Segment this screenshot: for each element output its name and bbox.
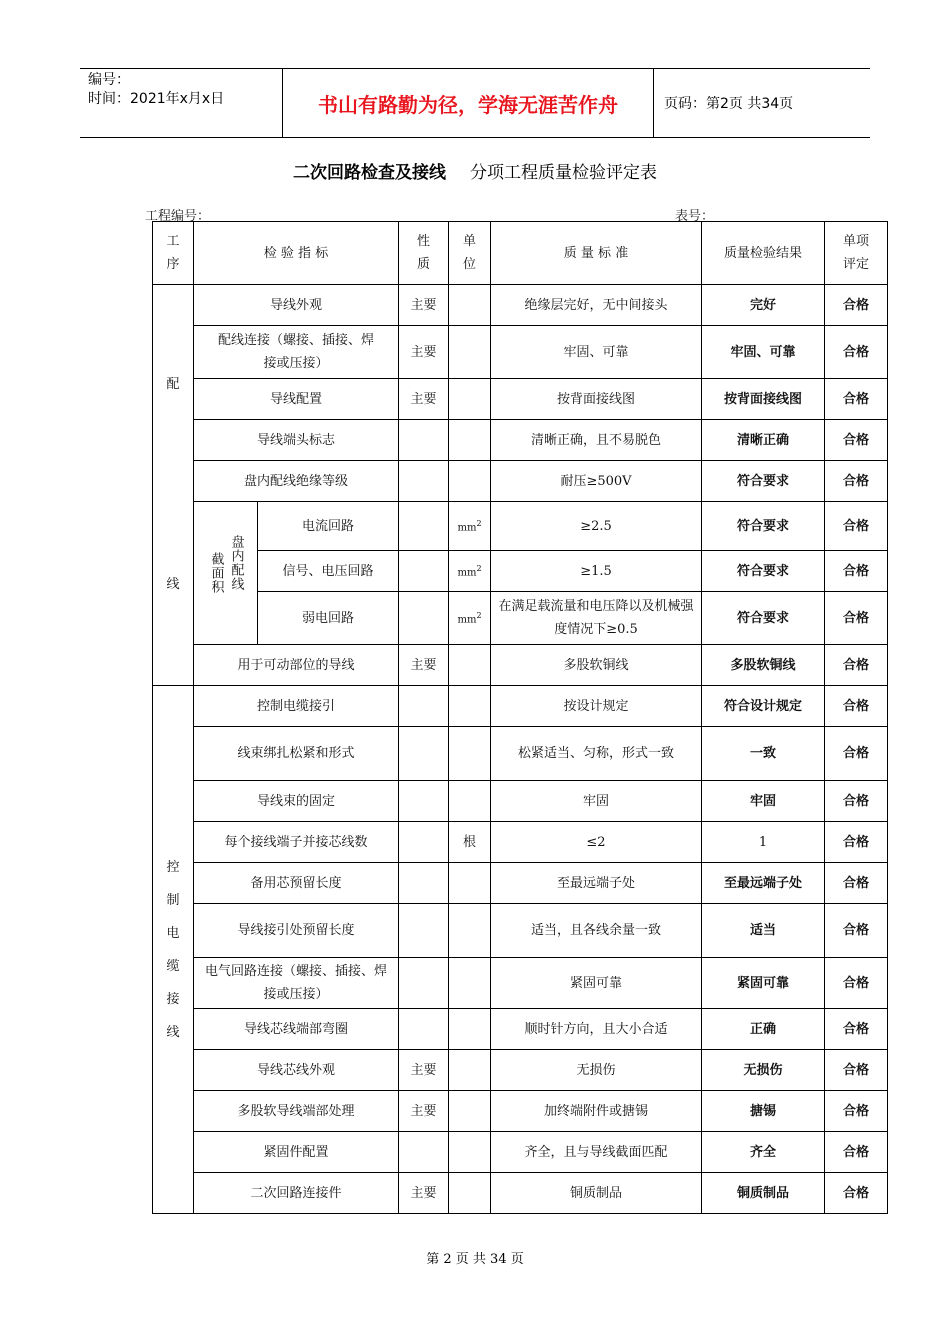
result-cell: 齐全 (702, 1132, 825, 1173)
inspection-table (152, 221, 888, 1214)
result-cell: 清晰正确 (702, 420, 825, 461)
standard-cell: ≤2 (491, 822, 702, 863)
eval-cell: 合格 (825, 781, 888, 822)
unit-cell (449, 1009, 491, 1050)
item-cell: 盘内配线绝缘等级 (194, 461, 399, 502)
standard-cell: 牢固 (491, 781, 702, 822)
eval-cell: 合格 (825, 326, 888, 379)
time-label: 时间：2021年x月x日 (88, 91, 225, 107)
unit-cell (449, 781, 491, 822)
nature-cell: 主要 (399, 379, 449, 420)
item-cell: 二次回路连接件 (194, 1173, 399, 1214)
eval-cell: 合格 (825, 461, 888, 502)
standard-cell: 加终端附件或搪锡 (491, 1091, 702, 1132)
standard-cell: 顺时针方向，且大小合适 (491, 1009, 702, 1050)
result-cell: 符合要求 (702, 592, 825, 645)
header-row (153, 222, 888, 285)
section-wiring-label: 配线 (166, 377, 180, 592)
page-title (0, 158, 950, 183)
nature-cell (399, 502, 449, 551)
result-cell: 正确 (702, 1009, 825, 1050)
result-cell: 适当 (702, 904, 825, 958)
nature-cell: 主要 (399, 285, 449, 326)
result-cell: 多股软铜线 (702, 645, 825, 686)
table-row (153, 461, 888, 502)
nature-cell (399, 958, 449, 1009)
col-nature: 性质 (399, 222, 449, 285)
result-cell: 紧固可靠 (702, 958, 825, 1009)
standard-cell: 牢固、可靠 (491, 326, 702, 379)
item-cell: 导线接引处预留长度 (194, 904, 399, 958)
table-row (153, 1009, 888, 1050)
table-row (153, 822, 888, 863)
col-unit: 单位 (449, 222, 491, 285)
item-cell: 备用芯预留长度 (194, 863, 399, 904)
eval-cell: 合格 (825, 502, 888, 551)
section-wiring (153, 285, 194, 686)
nature-cell (399, 592, 449, 645)
nature-cell (399, 461, 449, 502)
eval-cell: 合格 (825, 420, 888, 461)
item-cell: 信号、电压回路 (258, 551, 399, 592)
nature-cell (399, 727, 449, 781)
item-cell: 配线连接（螺接、插接、焊接或压接） (194, 326, 399, 379)
eval-cell: 合格 (825, 863, 888, 904)
result-cell: 符合要求 (702, 551, 825, 592)
result-cell: 无损伤 (702, 1050, 825, 1091)
nature-cell (399, 863, 449, 904)
unit-cell: $mm^2$ (449, 551, 491, 592)
standard-cell: 在满足载流量和电压降以及机械强度情况下≥0.5 (491, 592, 702, 645)
table-row (153, 592, 888, 645)
result-cell: 符合要求 (702, 461, 825, 502)
item-cell: 导线配置 (194, 379, 399, 420)
result-cell: 一致 (702, 727, 825, 781)
unit-cell (449, 285, 491, 326)
table-row (153, 645, 888, 686)
table-row (153, 1173, 888, 1214)
eval-cell: 合格 (825, 285, 888, 326)
page-footer: 第 2 页 共 34 页 (426, 1252, 524, 1267)
unit-cell (449, 958, 491, 1009)
header-left (80, 69, 282, 137)
table-row (153, 904, 888, 958)
unit-cell (449, 1091, 491, 1132)
standard-cell: 无损伤 (491, 1050, 702, 1091)
code-label: 编号： (88, 72, 130, 88)
result-cell: 符合要求 (702, 502, 825, 551)
unit-cell (449, 1173, 491, 1214)
table-row (153, 781, 888, 822)
unit-cell (449, 326, 491, 379)
result-cell: 至最远端子处 (702, 863, 825, 904)
standard-cell: ≥1.5 (491, 551, 702, 592)
standard-cell: 齐全，且与导线截面匹配 (491, 1132, 702, 1173)
eval-cell: 合格 (825, 904, 888, 958)
result-cell: 完好 (702, 285, 825, 326)
table-row (153, 502, 888, 551)
item-cell: 弱电回路 (258, 592, 399, 645)
item-cell: 线束绑扎松紧和形式 (194, 727, 399, 781)
nature-cell (399, 822, 449, 863)
eval-cell: 合格 (825, 379, 888, 420)
eval-cell: 合格 (825, 1050, 888, 1091)
result-cell: 铜质制品 (702, 1173, 825, 1214)
eval-cell: 合格 (825, 822, 888, 863)
table-row (153, 727, 888, 781)
item-cell: 导线外观 (194, 285, 399, 326)
item-cell: 用于可动部位的导线 (194, 645, 399, 686)
standard-cell: 清晰正确，且不易脱色 (491, 420, 702, 461)
item-cell: 导线芯线端部弯圈 (194, 1009, 399, 1050)
unit-cell (449, 1050, 491, 1091)
title-main: 二次回路检查及接线 (293, 163, 446, 183)
nature-cell: 主要 (399, 1050, 449, 1091)
standard-cell: 耐压≥500V (491, 461, 702, 502)
form-no-label: 表号： (675, 209, 715, 224)
table-row (153, 686, 888, 727)
unit-cell (449, 727, 491, 781)
item-cell: 电流回路 (258, 502, 399, 551)
item-cell: 多股软导线端部处理 (194, 1091, 399, 1132)
table-row (153, 1050, 888, 1091)
table-row (153, 1132, 888, 1173)
item-cell: 导线束的固定 (194, 781, 399, 822)
result-cell: 牢固、可靠 (702, 326, 825, 379)
nature-cell: 主要 (399, 1173, 449, 1214)
eval-cell: 合格 (825, 686, 888, 727)
nature-cell (399, 551, 449, 592)
table-row (153, 379, 888, 420)
nature-cell (399, 1132, 449, 1173)
standard-cell: 紧固可靠 (491, 958, 702, 1009)
unit-cell (449, 379, 491, 420)
cross-section-label: 截面积 (208, 552, 224, 594)
unit-cell: $mm^2$ (449, 502, 491, 551)
standard-cell: 按设计规定 (491, 686, 702, 727)
item-cell: 导线端头标志 (194, 420, 399, 461)
eval-cell: 合格 (825, 1173, 888, 1214)
eval-cell: 合格 (825, 958, 888, 1009)
result-cell: 符合设计规定 (702, 686, 825, 727)
standard-cell: 绝缘层完好，无中间接头 (491, 285, 702, 326)
title-sub: 分项工程质量检验评定表 (470, 163, 657, 183)
nature-cell (399, 904, 449, 958)
standard-cell: 至最远端子处 (491, 863, 702, 904)
result-cell: 搪锡 (702, 1091, 825, 1132)
standard-cell: 适当，且各线余量一致 (491, 904, 702, 958)
standard-cell: 松紧适当、匀称，形式一致 (491, 727, 702, 781)
table-row (153, 551, 888, 592)
project-no-label: 工程编号： (145, 209, 211, 224)
section-control (153, 686, 194, 1214)
standard-cell: 多股软铜线 (491, 645, 702, 686)
item-cell: 紧固件配置 (194, 1132, 399, 1173)
page-label: 页码：第2页 共34页 (664, 96, 794, 112)
standard-cell: 铜质制品 (491, 1173, 702, 1214)
eval-cell: 合格 (825, 1132, 888, 1173)
item-cell: 电气回路连接（螺接、插接、焊接或压接） (194, 958, 399, 1009)
item-cell: 每个接线端子并接芯线数 (194, 822, 399, 863)
col-result: 质量检验结果 (702, 222, 825, 285)
item-cell: 导线芯线外观 (194, 1050, 399, 1091)
table-row (153, 420, 888, 461)
col-proc: 工序 (153, 222, 194, 285)
result-cell: 牢固 (702, 781, 825, 822)
standard-cell: ≥2.5 (491, 502, 702, 551)
table-row (153, 1091, 888, 1132)
nature-cell: 主要 (399, 1091, 449, 1132)
table-row (153, 285, 888, 326)
unit-cell (449, 1132, 491, 1173)
unit-cell: 根 (449, 822, 491, 863)
col-standard: 质 量 标 准 (491, 222, 702, 285)
eval-cell: 合格 (825, 1091, 888, 1132)
result-cell: 1 (702, 822, 825, 863)
panel-wiring-label: 盘内配线 (228, 535, 244, 591)
motto: 书山有路勤为径，学海无涯苦作舟 (282, 69, 654, 137)
table-row (153, 863, 888, 904)
unit-cell: $mm^2$ (449, 592, 491, 645)
table-row (153, 958, 888, 1009)
eval-cell: 合格 (825, 645, 888, 686)
nature-cell: 主要 (399, 645, 449, 686)
section-control-label: 控制电缆接线 (166, 859, 180, 1040)
unit-cell (449, 645, 491, 686)
col-item: 检 验 指 标 (194, 222, 399, 285)
nature-cell: 主要 (399, 326, 449, 379)
result-cell: 按背面接线图 (702, 379, 825, 420)
col-eval: 单项评定 (825, 222, 888, 285)
unit-cell (449, 686, 491, 727)
unit-cell (449, 863, 491, 904)
unit-cell (449, 904, 491, 958)
eval-cell: 合格 (825, 1009, 888, 1050)
item-cell: 控制电缆接引 (194, 686, 399, 727)
nature-cell (399, 420, 449, 461)
unit-cell (449, 420, 491, 461)
page-header (80, 68, 870, 138)
cross-section-group (194, 502, 258, 645)
eval-cell: 合格 (825, 551, 888, 592)
eval-cell: 合格 (825, 727, 888, 781)
nature-cell (399, 686, 449, 727)
eval-cell: 合格 (825, 592, 888, 645)
standard-cell: 按背面接线图 (491, 379, 702, 420)
unit-cell (449, 461, 491, 502)
nature-cell (399, 781, 449, 822)
nature-cell (399, 1009, 449, 1050)
table-row (153, 326, 888, 379)
